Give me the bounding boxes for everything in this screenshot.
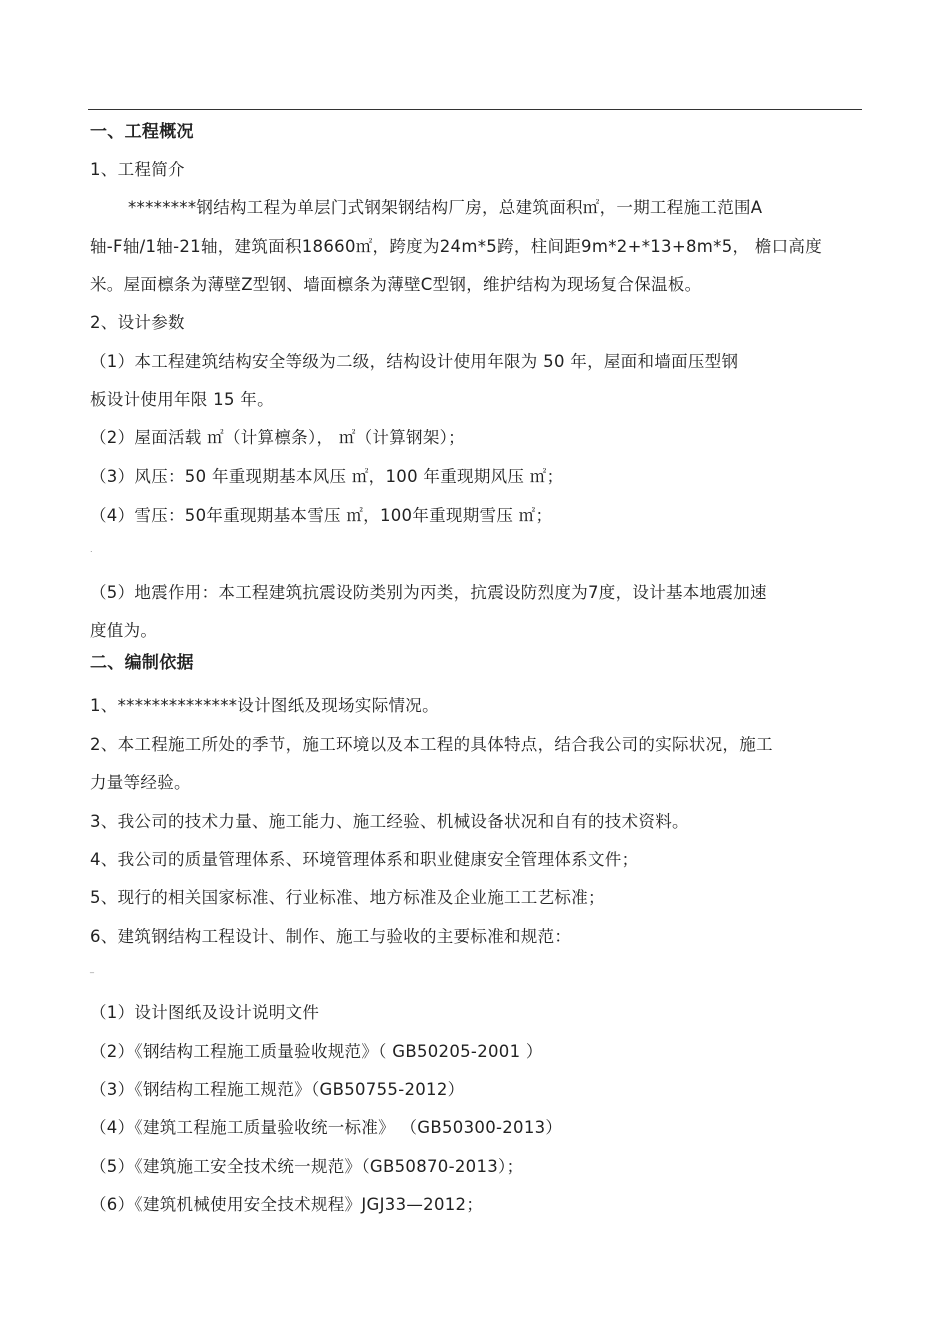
- basis-item: 力量等经验。: [90, 773, 191, 792]
- standard-item: （2）《钢结构工程施工质量验收规范》（ GB50205-2001 ）: [90, 1042, 543, 1061]
- paragraph-line: ********钢结构工程为单层门式钢架钢结构厂房，总建筑面积㎡，一期工程施工范围A: [128, 198, 763, 217]
- param-line: （4）雪压：50年重现期基本雪压 ㎡，100年重现期雪压 ㎡；: [90, 506, 553, 525]
- basis-item: 6、建筑钢结构工程设计、制作、施工与验收的主要标准和规范：: [90, 927, 572, 946]
- subheading-design-params: 2、设计参数: [90, 313, 185, 332]
- param-line: （1）本工程建筑结构安全等级为二级，结构设计使用年限为 50 年，屋面和墙面压型钢: [90, 352, 739, 371]
- basis-item: 2、本工程施工所处的季节，施工环境以及本工程的具体特点，结合我公司的实际状况，施工: [90, 735, 773, 754]
- section-heading-basis: 二、编制依据: [90, 653, 194, 673]
- standard-item: （4）《建筑工程施工质量验收统一标准》 （GB50300-2013）: [90, 1118, 563, 1137]
- stray-mark: .: [90, 545, 93, 554]
- paragraph-line: 米。屋面檩条为薄壁Z型钢、墙面檩条为薄壁C型钢，维护结构为现场复合保温板。: [90, 275, 702, 294]
- basis-item: 4、我公司的质量管理体系、环境管理体系和职业健康安全管理体系文件；: [90, 850, 639, 869]
- standard-item: （3）《钢结构工程施工规范》（GB50755-2012）: [90, 1080, 465, 1099]
- param-line: 板设计使用年限 15 年。: [90, 390, 274, 409]
- subheading-project-intro: 1、工程简介: [90, 160, 185, 179]
- basis-item: 3、我公司的技术力量、施工能力、施工经验、机械设备状况和自有的技术资料。: [90, 812, 689, 831]
- standard-item: （1）设计图纸及设计说明文件: [90, 1003, 320, 1022]
- stray-mark: _: [90, 964, 94, 973]
- header-rule: [88, 109, 862, 110]
- basis-item: 5、现行的相关国家标准、行业标准、地方标准及企业施工工艺标准；: [90, 888, 605, 907]
- param-line: （5）地震作用：本工程建筑抗震设防类别为丙类，抗震设防烈度为7度，设计基本地震加速: [90, 583, 767, 602]
- basis-item: 1、**************设计图纸及现场实际情况。: [90, 696, 439, 715]
- standard-item: （6）《建筑机械使用安全技术规程》JGJ33—2012；: [90, 1195, 484, 1214]
- section-heading-overview: 一、工程概况: [90, 122, 194, 142]
- param-line: （3）风压：50 年重现期基本风压 ㎡，100 年重现期风压 ㎡；: [90, 467, 564, 486]
- paragraph-line: 轴-F轴/1轴-21轴，建筑面积18660㎡，跨度为24m*5跨，柱间距9m*2+*13+8m*5， 檐口高度: [90, 237, 823, 256]
- param-line: 度值为。: [90, 621, 158, 640]
- param-line: （2）屋面活载 ㎡（计算檩条）， ㎡（计算钢架）；: [90, 428, 465, 447]
- standard-item: （5）《建筑施工安全技术统一规范》（GB50870-2013）；: [90, 1157, 524, 1176]
